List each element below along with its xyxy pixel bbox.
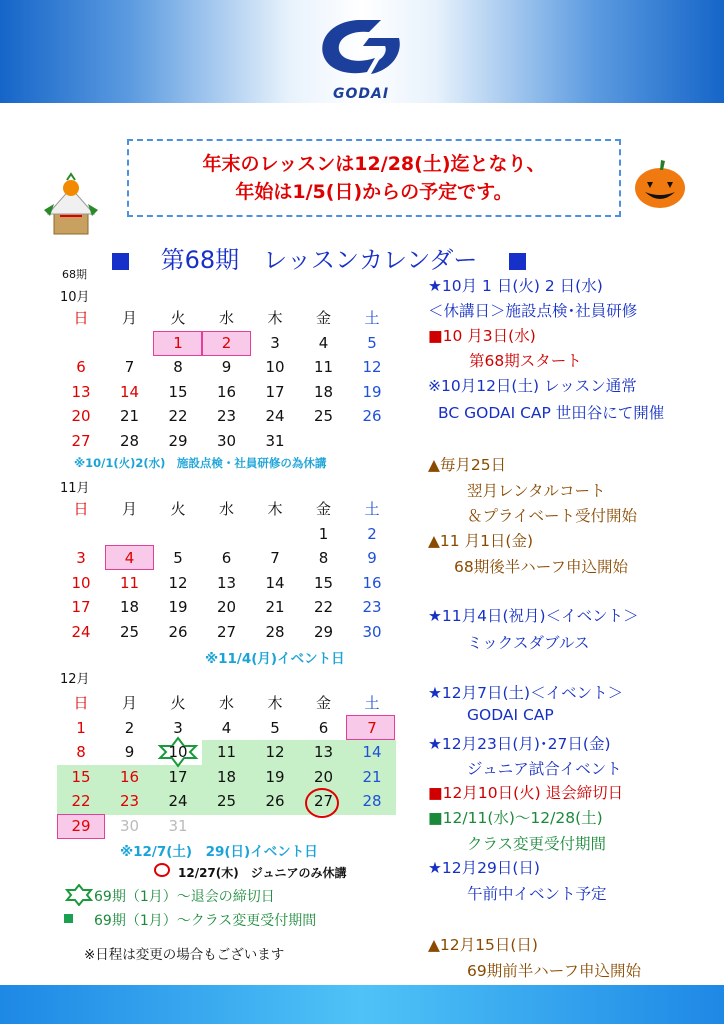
day-cell: 16 <box>216 382 237 401</box>
day-cell: 29 <box>71 816 91 835</box>
day-cell: 29 <box>313 622 334 641</box>
day-cell: 22 <box>71 792 91 810</box>
day-cell: 11 <box>216 743 237 761</box>
day-cell: 13 <box>71 382 91 401</box>
day-cell: 10 <box>265 358 285 376</box>
weekday-sat: 土 <box>364 694 380 712</box>
day-cell: 20 <box>216 598 237 616</box>
day-cell: 13 <box>313 743 334 761</box>
blue-square-icon <box>509 253 526 270</box>
page-title <box>112 240 592 275</box>
day-cell: 26 <box>265 792 285 810</box>
day-cell: 6 <box>76 358 86 376</box>
day-cell: 23 <box>216 407 237 425</box>
day-cell: 8 <box>173 358 183 376</box>
schedule-item: ※10月12日(土) レッスン通常 <box>428 377 637 395</box>
day-cell: 11 <box>313 358 334 376</box>
day-cell: 12 <box>362 358 382 376</box>
day-cell: 30 <box>216 431 237 450</box>
weekday-thu: 木 <box>267 500 283 518</box>
notice-line-2: 年始は1/5(日)からの予定です。 <box>235 181 513 203</box>
schedule-item: ▲11 月1日(金) <box>428 532 534 550</box>
day-cell: 14 <box>265 573 285 592</box>
day-cell: 2 <box>367 524 377 543</box>
schedule-item: 翌月レンタルコート <box>467 482 606 500</box>
week-row <box>57 814 397 839</box>
weekday-fri: 金 <box>315 694 331 712</box>
day-cell: 7 <box>270 549 280 567</box>
day-cell: 2 <box>124 718 135 737</box>
weekday-header <box>57 497 397 522</box>
day-cell: 17 <box>265 382 285 401</box>
schedule-item: ■10 月3日(水) <box>428 327 536 345</box>
weekday-sun: 日 <box>73 694 89 712</box>
day-cell: 16 <box>119 767 140 786</box>
week-row <box>57 380 397 405</box>
day-cell: 17 <box>71 598 91 616</box>
day-cell: 30 <box>362 622 382 641</box>
week-row <box>57 765 397 790</box>
day-cell: 9 <box>124 743 135 761</box>
week-row <box>57 404 397 429</box>
week-row <box>57 355 397 380</box>
weekday-fri: 金 <box>315 309 331 327</box>
schedule-item: ★11月4日(祝月)＜イベント＞ <box>428 607 639 625</box>
day-cell: 25 <box>119 622 140 641</box>
schedule-item: ★12月23日(月)･27日(金) <box>428 735 611 753</box>
schedule-item: ■12月10日(火) 退会締切日 <box>428 784 624 802</box>
day-cell: 5 <box>367 333 377 352</box>
weekday-sat: 土 <box>364 500 380 518</box>
weekday-mon: 月 <box>121 500 137 518</box>
weekday-wed: 水 <box>218 500 234 518</box>
schedule-item: 68期後半ハーフ申込開始 <box>454 558 628 576</box>
weekday-tue: 火 <box>170 500 186 518</box>
weekday-sat: 土 <box>364 309 380 327</box>
day-cell: 21 <box>119 407 140 425</box>
day-cell: 13 <box>216 573 237 592</box>
day-cell: 1 <box>318 524 329 543</box>
week-row <box>57 620 397 645</box>
blue-square-icon <box>112 253 129 270</box>
day-cell: 12 <box>265 743 285 761</box>
day-cell: 8 <box>318 549 329 567</box>
junior-closed-note: 12/27(木) ジュニアのみ休講 <box>178 866 347 880</box>
day-cell: 21 <box>265 598 285 616</box>
schedule-item: ジュニア試合イベント <box>467 760 622 778</box>
withdraw-deadline-legend: 69期（1月）～退会の締切日 <box>94 889 275 905</box>
term-label: 68期 <box>62 268 87 281</box>
weekday-mon: 月 <box>121 694 137 712</box>
week-row <box>57 740 397 765</box>
schedule-item: ★12月7日(土)＜イベント＞ <box>428 684 624 702</box>
day-cell: 18 <box>119 598 140 616</box>
day-cell: 24 <box>71 622 91 641</box>
weekday-wed: 水 <box>218 694 234 712</box>
weekday-sun: 日 <box>73 309 89 327</box>
day-cell: 22 <box>168 407 188 425</box>
red-circle-icon <box>153 862 171 878</box>
day-cell: 12 <box>168 573 188 592</box>
schedule-item: 午前中イベント予定 <box>467 885 607 903</box>
day-cell: 1 <box>173 333 183 352</box>
nov-event-note: ※11/4(月)イベント日 <box>205 651 345 667</box>
godai-logo <box>311 14 411 104</box>
dec-event-note: ※12/7(土) 29(日)イベント日 <box>120 844 318 860</box>
schedule-item: ▲12月15日(日) <box>428 936 538 954</box>
week-row <box>57 331 397 356</box>
weekday-wed: 水 <box>218 309 234 327</box>
pumpkin-icon <box>633 158 687 210</box>
day-cell: 4 <box>124 549 135 567</box>
day-cell: 14 <box>119 382 140 401</box>
day-cell: 17 <box>168 767 188 786</box>
day-cell: 5 <box>173 549 183 567</box>
month-label-oct: 10月 <box>60 290 90 305</box>
day-cell: 19 <box>168 598 188 616</box>
month-label-dec: 12月 <box>60 672 90 687</box>
schedule-item: ▲毎月25日 <box>428 456 507 474</box>
day-cell: 31 <box>265 431 285 450</box>
day-cell: 27 <box>313 792 334 810</box>
day-cell: 15 <box>313 573 334 592</box>
weekday-header <box>57 306 397 331</box>
day-cell: 10 <box>71 573 91 592</box>
day-cell: 24 <box>265 407 285 425</box>
day-cell: 9 <box>221 358 232 376</box>
header-banner <box>0 0 724 103</box>
brand-name: GODAI <box>332 86 390 102</box>
weekday-thu: 木 <box>267 694 283 712</box>
title-text: 第68期 レッスンカレンダー <box>160 246 478 274</box>
month-label-nov: 11月 <box>60 481 90 496</box>
day-cell: 27 <box>71 431 91 450</box>
day-cell: 5 <box>270 718 280 737</box>
day-cell: 26 <box>168 622 188 641</box>
schedule-item: GODAI CAP <box>467 706 554 724</box>
day-cell: 3 <box>76 549 86 567</box>
day-cell: 7 <box>124 358 135 376</box>
notice-line-1: 年末のレッスンは12/28(土)迄となり、 <box>202 153 546 175</box>
day-cell: 20 <box>313 767 334 786</box>
weekday-fri: 金 <box>315 500 331 518</box>
week-row <box>57 522 397 547</box>
day-cell: 18 <box>313 382 334 401</box>
day-cell: 23 <box>119 792 140 810</box>
day-cell: 30 <box>119 816 140 835</box>
day-cell: 19 <box>362 382 382 401</box>
week-row <box>57 546 397 571</box>
week-row <box>57 571 397 596</box>
day-cell: 4 <box>318 333 329 352</box>
week-row <box>57 595 397 620</box>
day-cell: 20 <box>71 407 91 425</box>
schedule-item: 第68期スタート <box>469 352 582 370</box>
day-cell: 16 <box>362 573 382 592</box>
day-cell: 25 <box>216 792 237 810</box>
day-cell: 22 <box>313 598 334 616</box>
calendar-december <box>57 691 397 838</box>
day-cell: 11 <box>119 573 140 592</box>
day-cell: 31 <box>168 816 188 835</box>
green-square-icon <box>64 914 73 923</box>
day-cell: 3 <box>270 333 280 352</box>
day-cell: 8 <box>76 743 86 761</box>
week-row <box>57 429 397 454</box>
day-cell: 3 <box>173 718 183 737</box>
day-cell: 6 <box>318 718 329 737</box>
weekday-tue: 火 <box>170 694 186 712</box>
day-cell: 9 <box>367 549 377 567</box>
schedule-item: ■12/11(水)～12/28(土) <box>428 809 603 827</box>
calendar-november <box>57 497 397 644</box>
footer-banner <box>0 985 724 1024</box>
schedule-item: BC GODAI CAP 世田谷にて開催 <box>438 404 665 422</box>
day-cell: 28 <box>265 622 285 641</box>
day-cell: 6 <box>221 549 232 567</box>
day-cell: 29 <box>168 431 188 450</box>
day-cell: 15 <box>168 382 188 401</box>
disclaimer: ※日程は変更の場合もございます <box>84 947 285 963</box>
week-row <box>57 789 397 814</box>
oct-closure-note: ※10/1(火)2(水) 施設点検・社員研修の為休講 <box>74 456 327 470</box>
day-cell: 10 <box>168 743 188 761</box>
day-cell: 28 <box>119 431 140 450</box>
day-cell: 25 <box>313 407 334 425</box>
day-cell: 21 <box>362 767 382 786</box>
day-cell: 2 <box>221 333 232 352</box>
day-cell: 1 <box>76 718 86 737</box>
schedule-item: ＆プライベート受付開始 <box>467 507 638 525</box>
week-row <box>57 716 397 741</box>
day-cell: 23 <box>362 598 382 616</box>
day-cell <box>106 331 154 355</box>
day-cell: 28 <box>362 792 382 810</box>
weekday-tue: 火 <box>170 309 186 327</box>
schedule-item: ★12月29日(日) <box>428 859 540 877</box>
kadomatsu-icon <box>40 170 102 236</box>
godai-swoosh-icon <box>311 14 411 84</box>
weekday-header <box>57 691 397 716</box>
day-cell: 7 <box>367 718 377 737</box>
day-cell: 26 <box>362 407 382 425</box>
weekday-thu: 木 <box>267 309 283 327</box>
day-cell: 27 <box>216 622 237 641</box>
calendar-october <box>57 306 397 453</box>
day-cell: 14 <box>362 743 382 761</box>
schedule-item: ミックスダブルス <box>467 634 590 652</box>
schedule-item: ★10月 1 日(火) 2 日(水) <box>428 277 603 295</box>
class-change-legend: 69期（1月）～クラス変更受付期間 <box>94 913 317 929</box>
green-star-icon <box>64 884 94 906</box>
weekday-mon: 月 <box>121 309 137 327</box>
weekday-sun: 日 <box>73 500 89 518</box>
schedule-item: ＜休講日＞施設点検･社員研修 <box>428 302 638 320</box>
day-cell <box>57 331 105 355</box>
year-end-notice <box>127 139 621 217</box>
day-cell: 19 <box>265 767 285 786</box>
day-cell: 15 <box>71 767 91 786</box>
day-cell: 24 <box>168 792 188 810</box>
day-cell: 4 <box>221 718 232 737</box>
schedule-item: クラス変更受付期間 <box>467 835 607 853</box>
day-cell: 18 <box>216 767 237 786</box>
schedule-item: 69期前半ハーフ申込開始 <box>467 962 641 980</box>
